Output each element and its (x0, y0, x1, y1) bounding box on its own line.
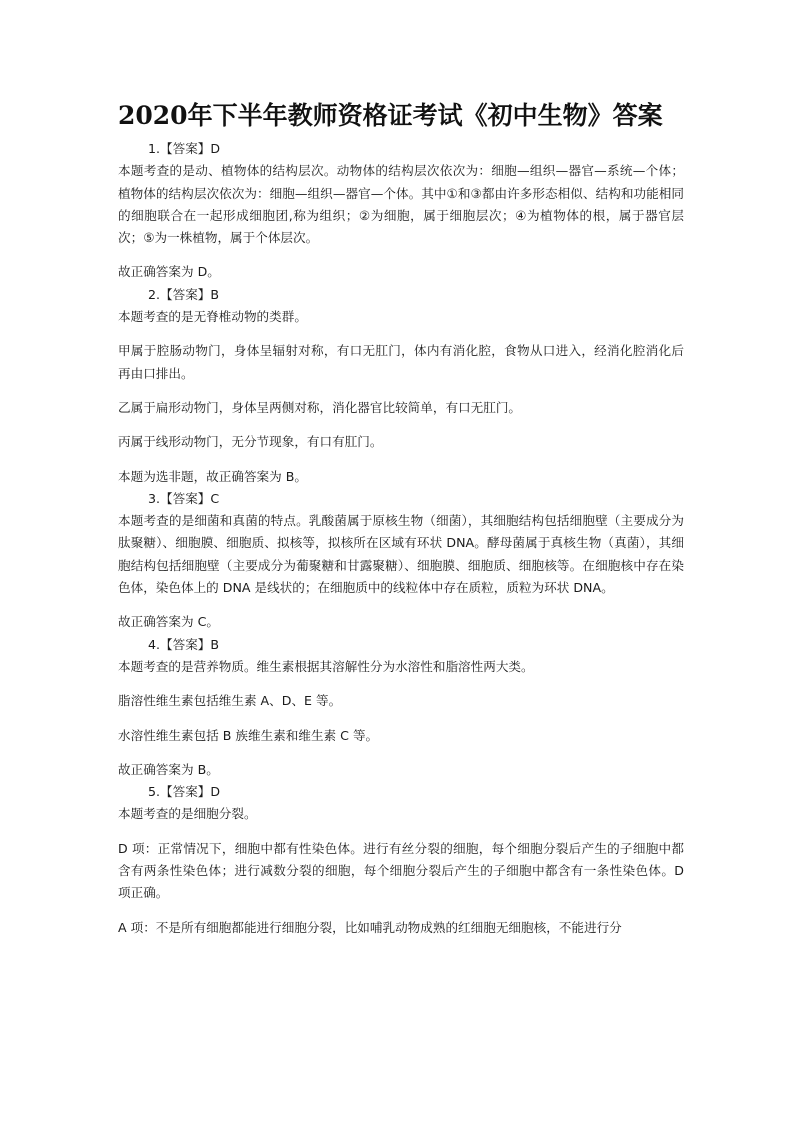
answer-2-yi: 乙属于扁形动物门，身体呈两侧对称，消化器官比较简单，有口无肛门。 (118, 399, 521, 415)
answer-5-heading: 5.【答案】D (148, 784, 221, 800)
answer-4-conclusion: 故正确答案为 B。 (118, 761, 219, 777)
answer-3-heading: 3.【答案】C (148, 490, 220, 506)
answer-4-fat-soluble: 脂溶性维生素包括维生素 A、D、E 等。 (118, 693, 342, 709)
document-body (118, 138, 684, 939)
answer-1-explanation: 本题考查的是动、植物体的结构层次。动物体的结构层次依次为：细胞—组织—器官—系统—个体；植物体的结构层次依次为：细胞—组织—器官—个体。其中①和③都由许多形态相似、结构和功能相同的细胞联合在一起形成细胞团,称为组织；②为细胞，属于细胞层次；④为植物体的根，属于器官层次；⑤为一株植物，属于个体层次。 (118, 163, 684, 246)
answer-5-option-a: A 项：不是所有细胞都能进行细胞分裂，比如哺乳动物成熟的红细胞无细胞核，不能进行分 (118, 919, 622, 935)
answer-1-heading: 1.【答案】D (148, 141, 221, 156)
answer-1-conclusion: 故正确答案为 D。 (118, 264, 220, 280)
answer-3-explanation: 本题考查的是细菌和真菌的特点。乳酸菌属于原核生物（细菌），其细胞结构包括细胞壁（主要成分为肽聚糖）、细胞膜、细胞质、拟核等，拟核所在区域有环状 DNA。酵母菌属于真核生物（真菌），其细胞结构包括细胞壁（主要成分为葡聚糖和甘露聚糖）、细胞膜、细胞质、细胞核等。在细胞核中存在染色体，染色体上的 DNA 是线状的；在细胞质中的线粒体中存在质粒，质粒为环状 DNA。 (118, 513, 684, 596)
answer-2-bing: 丙属于线形动物门，无分节现象，有口有肛门。 (118, 434, 383, 450)
answer-2-jia: 甲属于腔肠动物门，身体呈辐射对称，有口无肛门，体内有消化腔，食物从口进入，经消化腔消化后再由口排出。 (118, 343, 684, 381)
answer-4-water-soluble: 水溶性维生素包括 B 族维生素和维生素 C 等。 (118, 727, 379, 743)
answer-5-option-d: D 项：正常情况下，细胞中都有性染色体。进行有丝分裂的细胞，每个细胞分裂后产生的子细胞中都含有两条性染色体；进行减数分裂的细胞，每个细胞分裂后产生的子细胞中都含有一条性染色体。D 项正确。 (118, 840, 684, 901)
answer-2-conclusion: 本题为选非题，故正确答案为 B。 (118, 468, 307, 484)
answer-2-heading: 2.【答案】B (148, 286, 220, 302)
answer-4-heading: 4.【答案】B (148, 636, 220, 652)
answer-2-intro: 本题考查的是无脊椎动物的类群。 (118, 309, 307, 325)
document-title: 2020年下半年教师资格证考试《初中生物》答案 (118, 101, 663, 130)
answer-3-conclusion: 故正确答案为 C。 (118, 614, 219, 630)
answer-4-intro: 本题考查的是营养物质。维生素根据其溶解性分为水溶性和脂溶性两大类。 (118, 658, 534, 674)
answer-5-intro: 本题考查的是细胞分裂。 (118, 806, 257, 822)
